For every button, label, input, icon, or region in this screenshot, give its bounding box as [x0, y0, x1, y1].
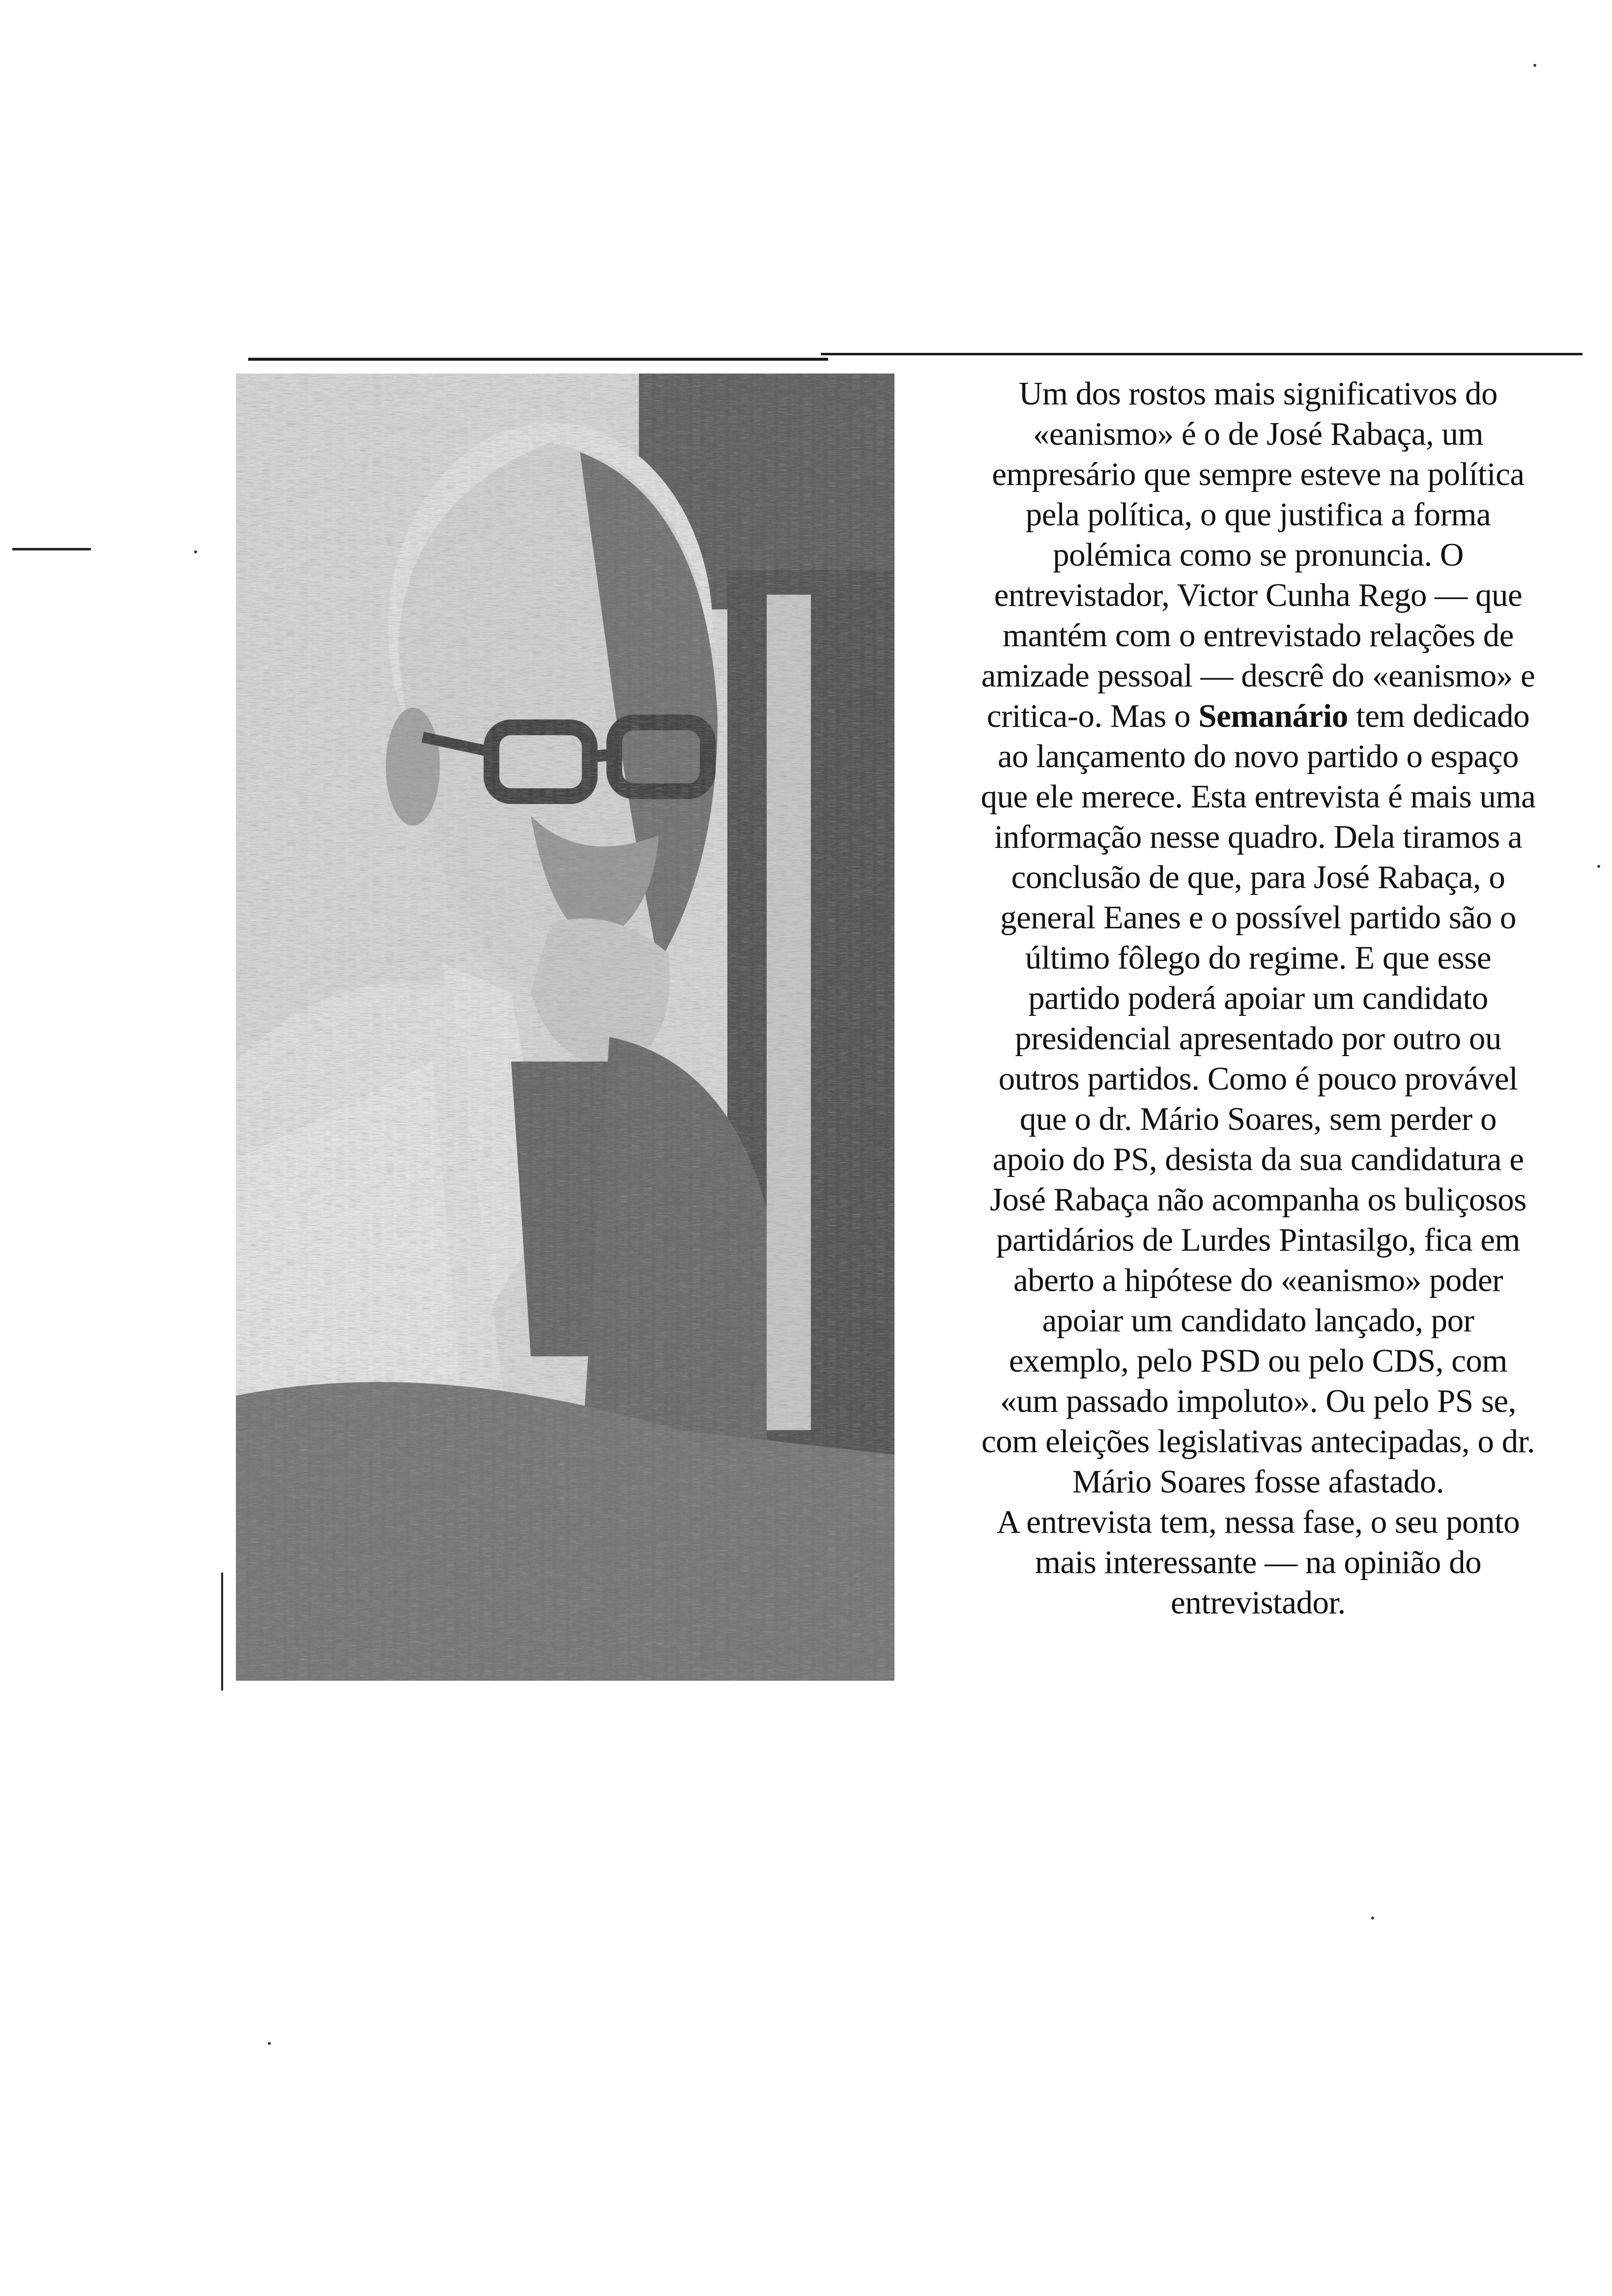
portrait-photo-graphic: [236, 373, 894, 1681]
text-line: ao lançamento do novo partido o espaço: [997, 738, 1519, 775]
text-line: último fôlego do regime. E que esse: [1025, 940, 1492, 976]
text-line: mais interessante — na opinião do: [1035, 1544, 1482, 1580]
text-segment: critica-o. Mas o: [986, 698, 1191, 734]
header-rule-right: [821, 353, 1583, 355]
text-line: mantém com o entrevistado relações de: [1002, 617, 1514, 654]
margin-mark: [12, 548, 91, 550]
text-line: apoiar um candidato lançado, por: [1042, 1302, 1474, 1339]
text-line: que ele merece. Esta entrevista é mais uma: [980, 778, 1536, 815]
text-line: apoio do PS, desista da sua candidatura e: [992, 1141, 1524, 1177]
text-line: empresário que sempre esteve na política: [992, 456, 1525, 492]
text-segment: tem dedicado: [1356, 698, 1530, 734]
text-line: Um dos rostos mais significativos do: [1019, 375, 1497, 412]
text-line: partido poderá apoiar um candidato: [1028, 980, 1488, 1016]
text-line: conclusão de que, para José Rabaça, o: [1011, 859, 1505, 895]
text-line: [914, 696, 1602, 736]
header-rule-left: [248, 358, 828, 361]
text-line: informação nesse quadro. Dela tiramos a: [994, 819, 1523, 855]
scan-speck: [194, 550, 197, 553]
article-body: [914, 373, 1602, 1623]
text-line: partidários de Lurdes Pintasilgo, fica em: [996, 1222, 1521, 1258]
text-line: entrevistador, Victor Cunha Rego — que: [994, 577, 1523, 613]
text-line: «eanismo» é o de José Rabaça, um: [1033, 416, 1484, 452]
column-rule: [221, 1573, 223, 1691]
article-paragraph-1: [914, 373, 1602, 1502]
text-line: polémica como se pronuncia. O: [1053, 537, 1464, 573]
publication-name: Semanário: [1198, 698, 1348, 734]
scan-speck: [1371, 1917, 1374, 1920]
text-line: José Rabaça não acompanha os buliçosos: [990, 1181, 1526, 1218]
portrait-photo: [236, 373, 894, 1681]
text-line: Mário Soares fosse afastado.: [1072, 1464, 1444, 1500]
text-line: aberto a hipótese do «eanismo» poder: [1013, 1262, 1503, 1298]
text-line: outros partidos. Como é pouco provável: [998, 1061, 1518, 1097]
text-line: presidencial apresentado por outro ou: [1015, 1020, 1501, 1057]
text-line: que o dr. Mário Soares, sem perder o: [1020, 1101, 1497, 1137]
text-line: general Eanes e o possível partido são o: [1000, 899, 1516, 936]
text-line: amizade pessoal — descrê do «eanismo» e: [981, 658, 1535, 694]
text-line: A entrevista tem, nessa fase, o seu ponto: [996, 1504, 1520, 1540]
text-line: exemplo, pelo PSD ou pelo CDS, com: [1008, 1343, 1507, 1379]
text-line: pela política, o que justifica a forma: [1025, 496, 1491, 533]
text-line: com eleições legislativas antecipadas, o dr.: [981, 1423, 1535, 1460]
text-line: entrevistador.: [1171, 1584, 1346, 1621]
scan-speck: [268, 2042, 271, 2045]
article-paragraph-2: [914, 1502, 1602, 1623]
scan-speck: [1533, 64, 1536, 67]
text-line: «um passado impoluto». Ou pelo PS se,: [1000, 1383, 1516, 1419]
